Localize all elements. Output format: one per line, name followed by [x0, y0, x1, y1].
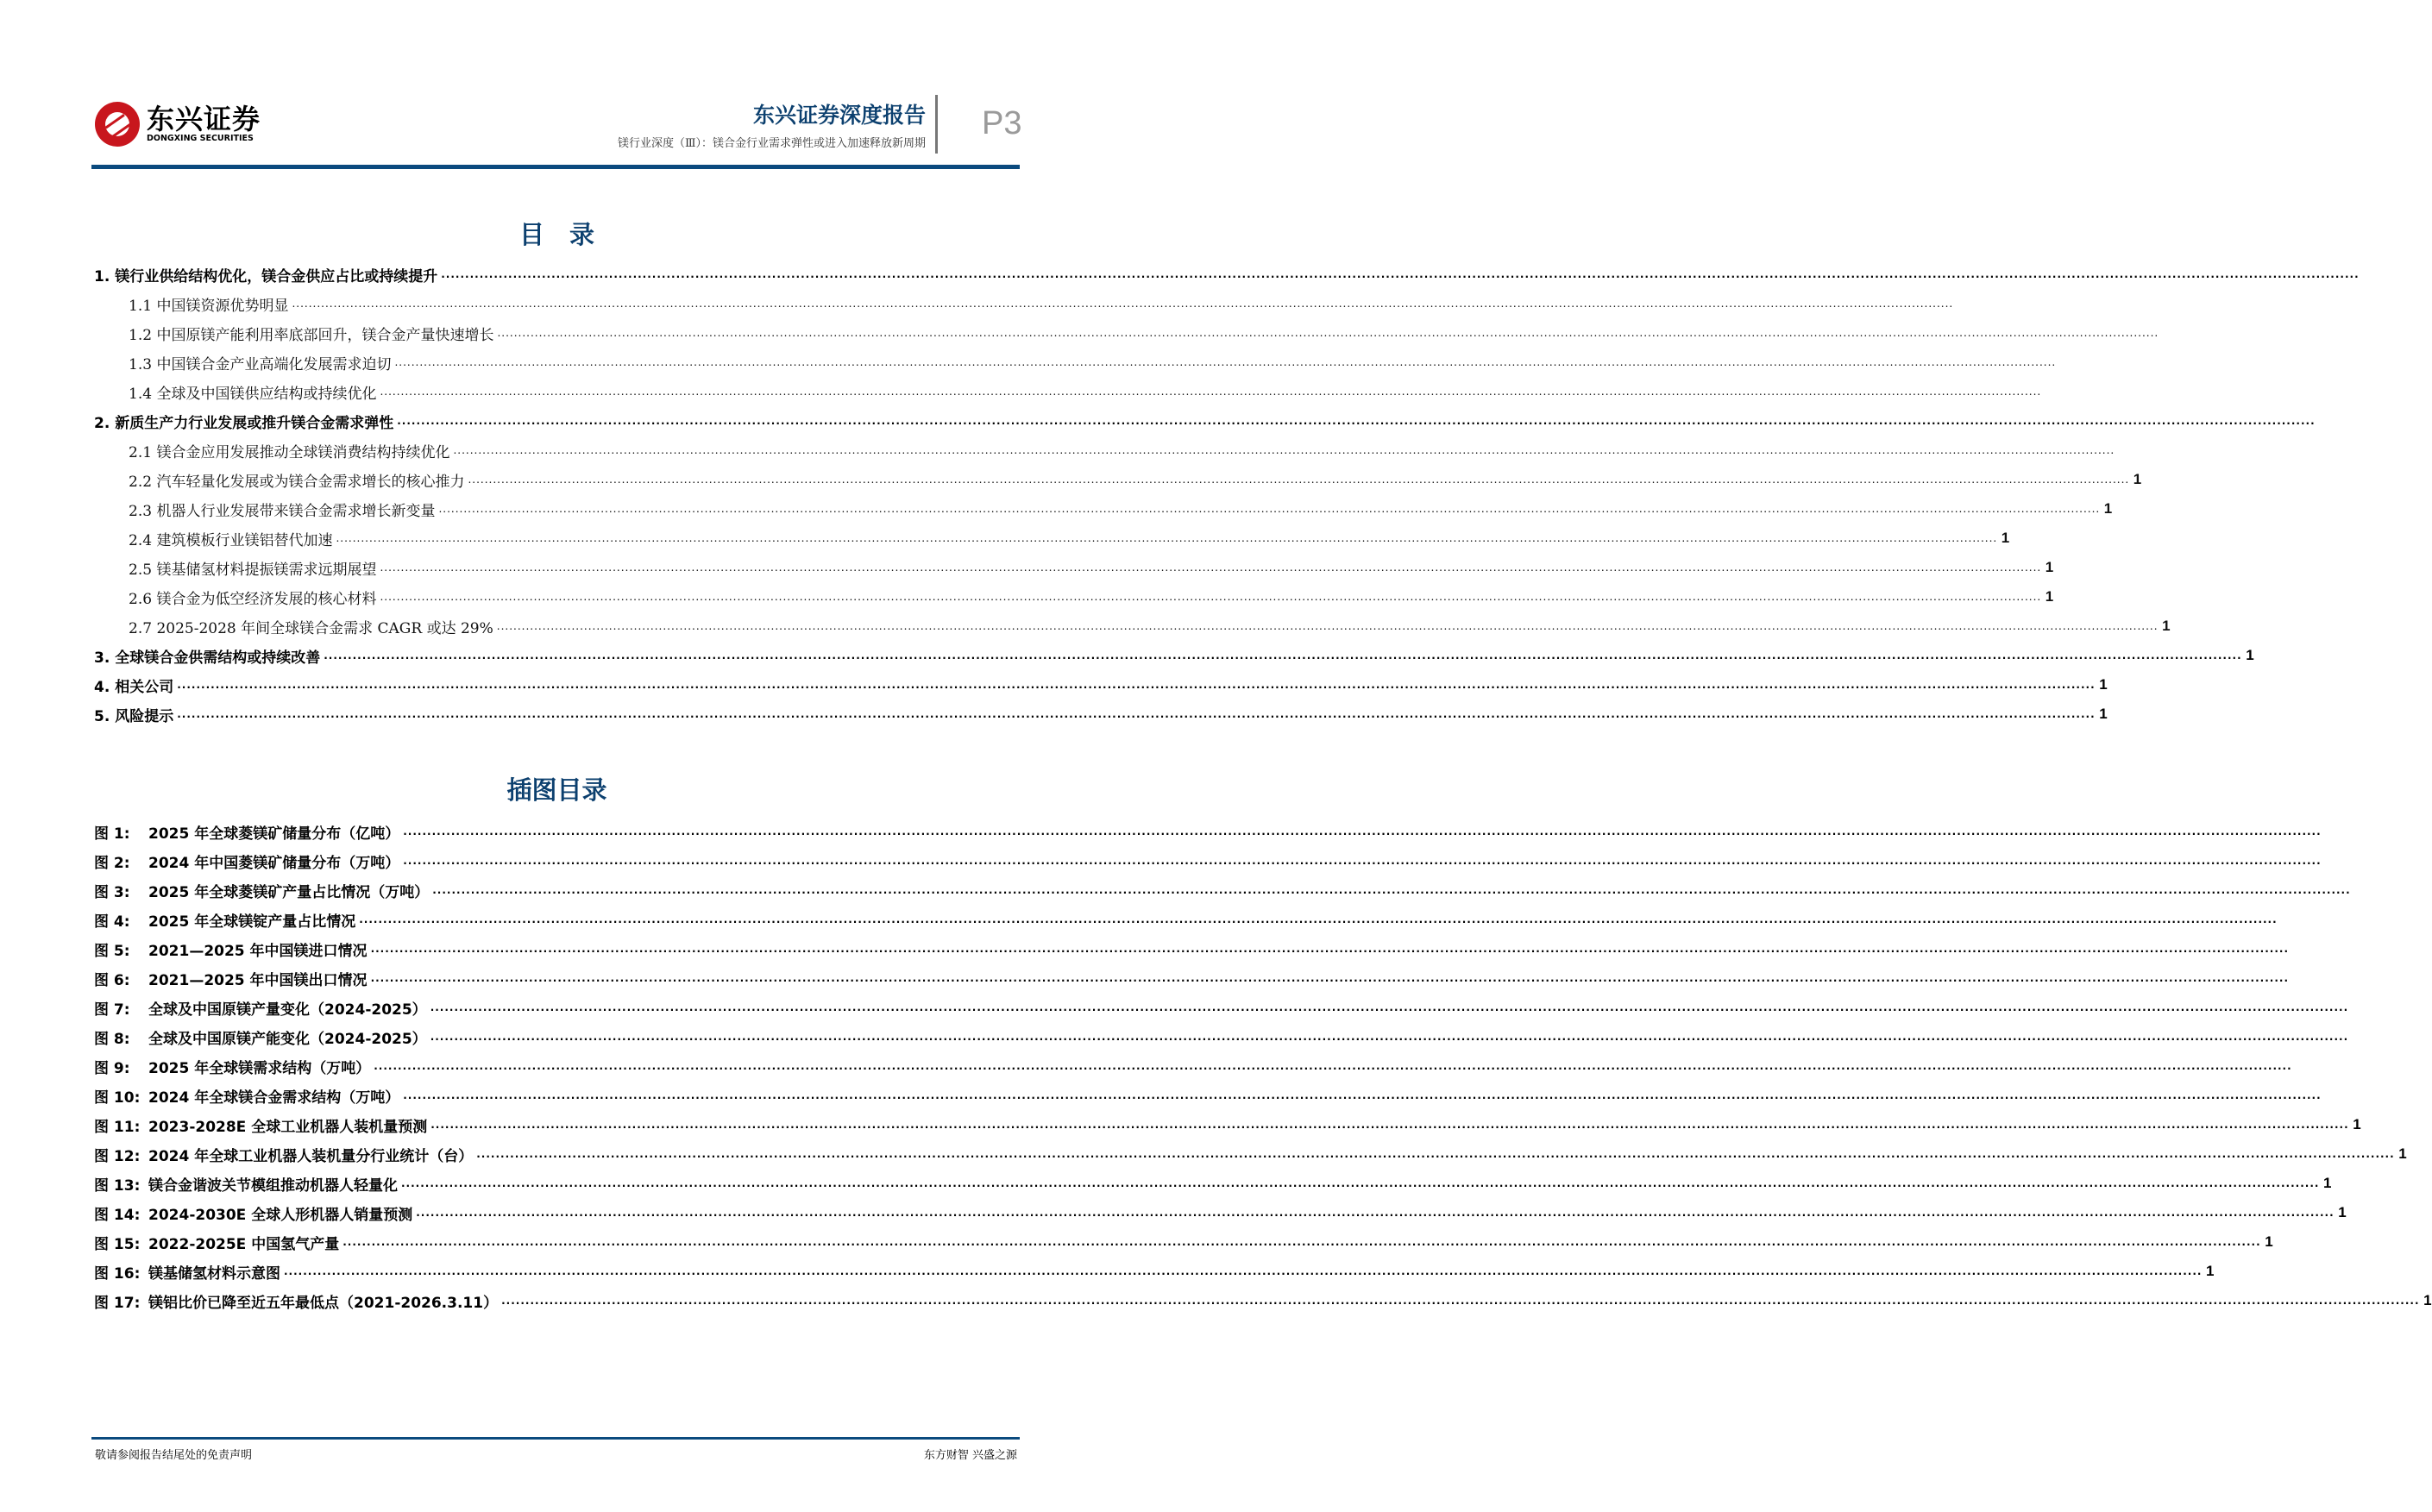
entry-page: 1 [2001, 530, 2010, 546]
toc-entry[interactable] [94, 289, 1954, 318]
logo-mark-icon [95, 102, 140, 147]
report-type: 东兴证券深度报告 [752, 103, 926, 128]
dot-leader: ................................................................................................................................................................................................................................................................................................................................................................................................................ [374, 1060, 2292, 1072]
entry-label: 镁合金谐波关节模组推动机器人轻量化 [148, 1176, 398, 1195]
figure-entry[interactable] [94, 934, 2289, 963]
page-number: P3 [982, 105, 1022, 141]
toc-entry[interactable] [94, 612, 2171, 641]
figure-entry[interactable] [94, 1198, 2347, 1227]
entry-label: 2.6 镁合金为低空经济发展的核心材料 [129, 590, 377, 608]
entry-page: 1 [2338, 1204, 2347, 1220]
entry-label: 1.4 全球及中国镁供应结构或持续优化 [129, 385, 377, 403]
entry-label: 全球及中国原镁产能变化（2024-2025） [148, 1030, 427, 1048]
figure-entry[interactable] [94, 1051, 2292, 1081]
dot-leader: ................................................................................................................................................................................................................................................................................................................................................................................................................ [496, 620, 2159, 632]
figure-entry[interactable] [94, 1169, 2332, 1198]
toc-entry[interactable] [94, 377, 2042, 406]
figure-entry[interactable] [94, 1139, 2407, 1169]
toc-title: 目 录 [518, 220, 594, 249]
dot-leader: ................................................................................................................................................................................................................................................................................................................................................................................................................ [284, 1265, 2203, 1277]
toc-list [94, 260, 2360, 729]
figure-number: 图 5: [94, 942, 130, 960]
figure-number: 图 12: [94, 1147, 141, 1165]
dot-leader: ................................................................................................................................................................................................................................................................................................................................................................................................................ [380, 562, 2042, 574]
footer-disclaimer: 敬请参阅报告结尾处的免责声明 [95, 1449, 253, 1462]
company-logo [95, 102, 261, 147]
figure-entry[interactable] [94, 817, 2322, 846]
toc-entry[interactable] [94, 582, 2054, 612]
dot-leader: ................................................................................................................................................................................................................................................................................................................................................................................................................ [453, 444, 2115, 456]
dot-leader: ................................................................................................................................................................................................................................................................................................................................................................................................................ [380, 591, 2042, 603]
entry-page: 1 [2045, 588, 2054, 605]
figure-entry[interactable] [94, 875, 2351, 905]
figure-entry[interactable] [94, 993, 2349, 1022]
entry-page: 1 [2099, 706, 2108, 722]
dot-leader: ................................................................................................................................................................................................................................................................................................................................................................................................................ [380, 386, 2042, 398]
figure-entry[interactable] [94, 1257, 2215, 1286]
entry-label: 2024 年全球工业机器人装机量分行业统计（台） [148, 1147, 474, 1165]
figure-number: 图 3: [94, 883, 130, 901]
toc-entry[interactable] [94, 700, 2108, 729]
figure-entry[interactable] [94, 1081, 2322, 1110]
figure-number: 图 16: [94, 1264, 141, 1283]
entry-label: 2024-2030E 全球人形机器人销量预测 [148, 1206, 413, 1224]
entry-label: 2025 年全球镁锭产量占比情况 [148, 913, 356, 931]
dot-leader: ................................................................................................................................................................................................................................................................................................................................................................................................................ [342, 1236, 2261, 1248]
figure-number: 图 1: [94, 825, 130, 843]
logo-en: DONGXING SECURITIES [147, 134, 254, 143]
figure-number: 图 15: [94, 1235, 141, 1253]
dot-leader: ................................................................................................................................................................................................................................................................................................................................................................................................................ [403, 855, 2322, 867]
figure-number: 图 13: [94, 1176, 141, 1195]
toc-entry[interactable] [94, 260, 2360, 289]
entry-label: 全球及中国原镁产量变化（2024-2025） [148, 1001, 427, 1019]
toc-entry[interactable] [94, 318, 2159, 348]
entry-label: 4. 相关公司 [94, 678, 174, 696]
figure-number: 图 2: [94, 854, 130, 872]
figure-number: 图 6: [94, 971, 130, 989]
entry-page: 1 [2398, 1145, 2407, 1162]
entry-label: 2025 年全球镁需求结构（万吨） [148, 1059, 371, 1077]
dot-leader: ................................................................................................................................................................................................................................................................................................................................................................................................................ [438, 503, 2101, 515]
entry-page: 1 [2133, 471, 2142, 487]
toc-entry[interactable] [94, 436, 2115, 465]
entry-page: 1 [2099, 676, 2108, 693]
entry-label: 2025 年全球菱镁矿产量占比情况（万吨） [148, 883, 430, 901]
logo-cn: 东兴证券 [147, 103, 261, 135]
dot-leader: ................................................................................................................................................................................................................................................................................................................................................................................................................ [497, 327, 2159, 339]
toc-entry[interactable] [94, 348, 2057, 377]
entry-label: 2021—2025 年中国镁出口情况 [148, 971, 368, 989]
entry-label: 2. 新质生产力行业发展或推升镁合金需求弹性 [94, 414, 394, 432]
dot-leader: ................................................................................................................................................................................................................................................................................................................................................................................................................ [370, 972, 2289, 984]
figure-number: 图 7: [94, 1001, 130, 1019]
entry-page: 1 [2246, 647, 2254, 663]
entry-label: 镁基储氢材料示意图 [148, 1264, 280, 1283]
toc-entry[interactable] [94, 524, 2010, 553]
dot-leader: ................................................................................................................................................................................................................................................................................................................................................................................................................ [430, 1001, 2349, 1013]
entry-label: 1. 镁行业供给结构优化，镁合金供应占比或持续提升 [94, 267, 438, 285]
entry-page: 1 [2045, 559, 2054, 575]
entry-page: 1 [2322, 1175, 2332, 1191]
toc-entry[interactable] [94, 670, 2108, 700]
entry-label: 1.3 中国镁合金产业高端化发展需求迫切 [129, 355, 392, 373]
figure-entry[interactable] [94, 1022, 2349, 1051]
figure-entry[interactable] [94, 905, 2278, 934]
dot-leader: ................................................................................................................................................................................................................................................................................................................................................................................................................ [403, 825, 2322, 838]
figure-number: 图 9: [94, 1059, 130, 1077]
entry-page: 1 [2162, 618, 2171, 634]
entry-label: 1.2 中国原镁产能利用率底部回升，镁合金产量快速增长 [129, 326, 494, 344]
header-divider [935, 95, 938, 154]
figure-number: 图 11: [94, 1118, 141, 1136]
figure-entry[interactable] [94, 1110, 2361, 1139]
dot-leader: ................................................................................................................................................................................................................................................................................................................................................................................................................ [430, 1119, 2349, 1131]
entry-label: 2024 年中国菱镁矿储量分布（万吨） [148, 854, 400, 872]
footer-rule [91, 1437, 1020, 1440]
figures-list [94, 817, 2432, 1315]
entry-page: 1 [2353, 1116, 2361, 1132]
figure-number: 图 14: [94, 1206, 141, 1224]
figure-entry[interactable] [94, 1227, 2273, 1257]
entry-page: 1 [2103, 500, 2113, 517]
toc-entry[interactable] [94, 494, 2113, 524]
dot-leader: ................................................................................................................................................................................................................................................................................................................................................................................................................ [324, 649, 2242, 662]
entry-page: 1 [2265, 1233, 2273, 1250]
figure-entry[interactable] [94, 846, 2322, 875]
toc-entry[interactable] [94, 641, 2254, 670]
entry-label: 1.1 中国镁资源优势明显 [129, 297, 289, 315]
entry-label: 2022-2025E 中国氢气产量 [148, 1235, 340, 1253]
dot-leader: ................................................................................................................................................................................................................................................................................................................................................................................................................ [416, 1207, 2335, 1219]
figure-number: 图 4: [94, 913, 130, 931]
footer-slogan: 东方财智 兴盛之源 [923, 1449, 1017, 1462]
dot-leader: ................................................................................................................................................................................................................................................................................................................................................................................................................ [292, 298, 1954, 310]
dot-leader: ................................................................................................................................................................................................................................................................................................................................................................................................................ [394, 356, 2057, 368]
entry-label: 3. 全球镁合金供需结构或持续改善 [94, 649, 321, 667]
figure-number: 图 10: [94, 1089, 141, 1107]
entry-label: 2.7 2025-2028 年间全球镁合金需求 CAGR 或达 29% [129, 619, 493, 637]
dot-leader: ................................................................................................................................................................................................................................................................................................................................................................................................................ [430, 1031, 2349, 1043]
dot-leader: ................................................................................................................................................................................................................................................................................................................................................................................................................ [177, 708, 2096, 720]
dot-leader: ................................................................................................................................................................................................................................................................................................................................................................................................................ [501, 1295, 2420, 1307]
figure-number: 图 8: [94, 1030, 130, 1048]
figure-number: 图 17: [94, 1294, 141, 1312]
dot-leader: ................................................................................................................................................................................................................................................................................................................................................................................................................ [401, 1177, 2320, 1189]
toc-entry[interactable] [94, 553, 2054, 582]
dot-leader: ................................................................................................................................................................................................................................................................................................................................................................................................................ [336, 532, 1998, 544]
entry-label: 2.1 镁合金应用发展推动全球镁消费结构持续优化 [129, 443, 450, 461]
dot-leader: ................................................................................................................................................................................................................................................................................................................................................................................................................ [370, 943, 2289, 955]
dot-leader: ................................................................................................................................................................................................................................................................................................................................................................................................................ [468, 474, 2130, 486]
entry-label: 5. 风险提示 [94, 707, 174, 725]
dot-leader: ................................................................................................................................................................................................................................................................................................................................................................................................................ [177, 679, 2096, 691]
entry-label: 2.4 建筑模板行业镁铝替代加速 [129, 531, 333, 549]
entry-label: 镁铝比价已降至近五年最低点（2021-2026.3.11） [148, 1294, 499, 1312]
entry-label: 2.2 汽车轻量化发展或为镁合金需求增长的核心推力 [129, 473, 465, 491]
toc-entry[interactable] [94, 406, 2316, 436]
dot-leader: ................................................................................................................................................................................................................................................................................................................................................................................................................ [441, 268, 2360, 280]
entry-label: 2.3 机器人行业发展带来镁合金需求增长新变量 [129, 502, 436, 520]
entry-label: 2023-2028E 全球工业机器人装机量预测 [148, 1118, 428, 1136]
toc-entry[interactable] [94, 465, 2142, 494]
header-rule [91, 165, 1020, 169]
entry-page: 1 [2205, 1263, 2215, 1279]
entry-label: 2021—2025 年中国镁进口情况 [148, 942, 368, 960]
entry-page: 1 [2423, 1292, 2432, 1308]
dot-leader: ................................................................................................................................................................................................................................................................................................................................................................................................................ [432, 884, 2351, 896]
entry-label: 2.5 镁基储氢材料提振镁需求远期展望 [129, 561, 377, 579]
figure-entry[interactable] [94, 963, 2289, 993]
dot-leader: ................................................................................................................................................................................................................................................................................................................................................................................................................ [397, 415, 2316, 427]
entry-label: 2025 年全球菱镁矿储量分布（亿吨） [148, 825, 400, 843]
entry-label: 2024 年全球镁合金需求结构（万吨） [148, 1089, 400, 1107]
figures-title: 插图目录 [506, 775, 607, 805]
report-subtitle: 镁行业深度（Ⅲ）：镁合金行业需求弹性或进入加速释放新周期 [617, 137, 926, 150]
figure-entry[interactable] [94, 1286, 2432, 1315]
dot-leader: ................................................................................................................................................................................................................................................................................................................................................................................................................ [359, 913, 2278, 925]
dot-leader: ................................................................................................................................................................................................................................................................................................................................................................................................................ [403, 1089, 2322, 1101]
dot-leader: ................................................................................................................................................................................................................................................................................................................................................................................................................ [476, 1148, 2395, 1160]
